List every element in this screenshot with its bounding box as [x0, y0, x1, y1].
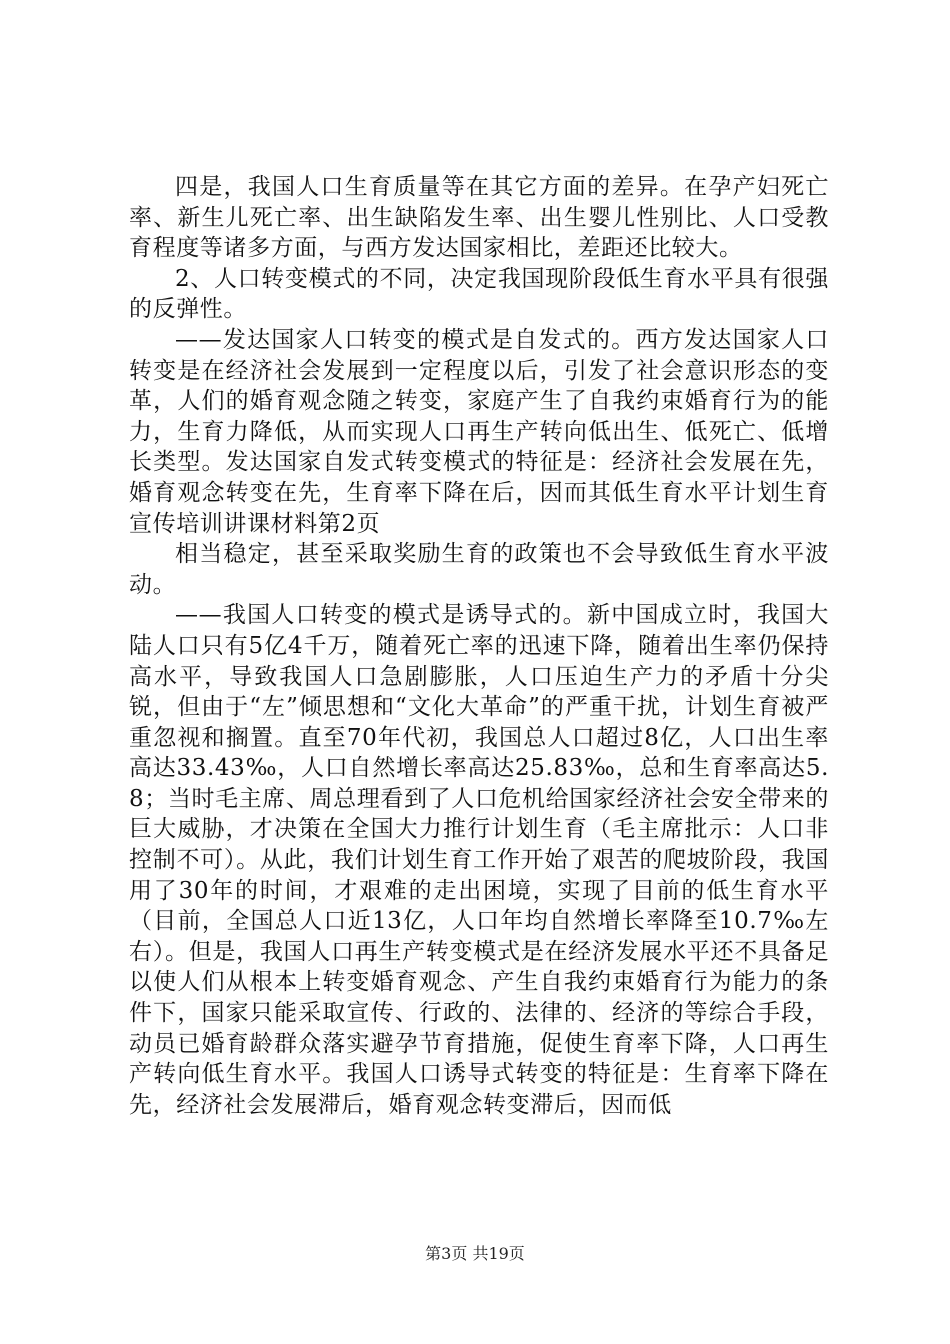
paragraph-transition-mode-heading: 2、人口转变模式的不同，决定我国现阶段低生育水平具有很强的反弹性。 [129, 265, 829, 323]
paragraph-developed-countries: ——发达国家人口转变的模式是自发式的。西方发达国家人口转变是在经济社会发展到一定程度以后，引发了社会意识形态的变革，人们的婚育观念随之转变，家庭产生了自我约束婚育行为的能力，生育力降低，从而实现人口再生产转向低出生、低死亡、低增长类型。发达国家自发式转变模式的特征是：经济社会发展在先，婚育观念转变在先，生育率下降在后，因而其低生育水平计划生育宣传培训讲课材料第2页 [129, 326, 829, 537]
paragraph-stability: 相当稳定，甚至采取奖励生育的政策也不会导致低生育水平波动。 [129, 541, 829, 598]
page-footer: 第3页 共19页 [425, 1244, 525, 1263]
paragraph-quality-differences: 四是，我国人口生育质量等在其它方面的差异。在孕产妇死亡率、新生儿死亡率、出生缺陷发生率、出生婴儿性别比、人口受教育程度等诸多方面，与西方发达国家相比，差距还比较大。 [129, 174, 829, 262]
document-body [129, 172, 829, 1120]
paragraph-china-transition: ——我国人口转变的模式是诱导式的。新中国成立时，我国大陆人口只有5亿4千万，随着死亡率的迅速下降，随着出生率仍保持高水平，导致我国人口急剧膨胀，人口压迫生产力的矛盾十分尖锐，但由于“左”倾思想和“文化大革命”的严重干扰，计划生育被严重忽视和搁置。直至70年代初，我国总人口超过8亿，人口出生率高达33.43‰，人口自然增长率高达25.83‰，总和生育率高达5.8；当时毛主席、周总理看到了人口危机给国家经济社会安全带来的巨大威胁，才决策在全国大力推行计划生育（毛主席批示：人口非控制不可）。从此，我们计划生育工作开始了艰苦的爬坡阶段，我国用了30年的时间，才艰难的走出困境，实现了目前的低生育水平（目前，全国总人口近13亿，人口年均自然增长率降至10.7‰左右）。但是，我国人口再生产转变模式是在经济发展水平还不具备足以使人们从根本上转变婚育观念、产生自我约束婚育行为能力的条件下，国家只能采取宣传、行政的、法律的、经济的等综合手段，动员已婚育龄群众落实避孕节育措施，促使生育率下降，人口再生产转向低生育水平。我国人口诱导式转变的特征是：生育率下降在先，经济社会发展滞后，婚育观念转变滞后，因而低 [129, 602, 829, 1118]
